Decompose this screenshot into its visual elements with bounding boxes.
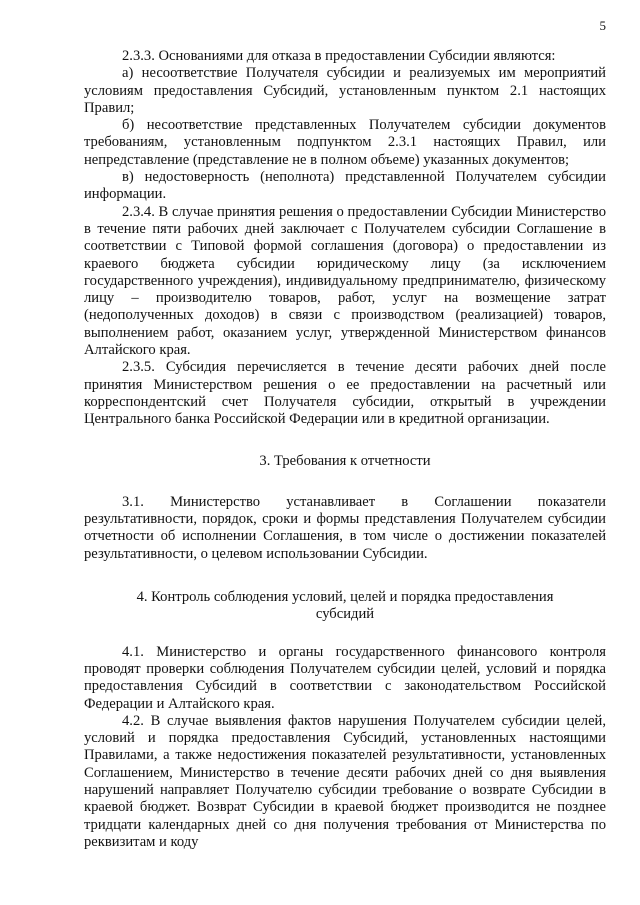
- paragraph-2-3-4: 2.3.4. В случае принятия решения о предоставлении Субсидии Министерство в течение пяти рабочих дней заключает с Получателем субсидии Соглашение в соответствии с Типовой формой соглашения (договора) о предоставлении из краевого бюджета субсидии юридическому лицу (за исключением государственного учреждения), индивидуальному предпринимателю, физическому лицу – производителю товаров, работ, услуг на возмещение затрат (недополученных доходов) в связи с производством (реализацией) товаров, выполнением работ, оказанием услуг, утвержденной Министерством финансов Алтайского края.: [84, 203, 606, 359]
- paragraph-2-3-3-c: в) недостоверность (неполнота) представленной Получателем субсидии информации.: [84, 169, 606, 203]
- page-number: 5: [599, 18, 606, 33]
- document-body: [84, 48, 606, 851]
- paragraph-2-3-5: 2.3.5. Субсидия перечисляется в течение десяти рабочих дней после принятия Министерством решения о ее предоставлении на расчетный или корреспондентский счет Получателя субсидии, открытый в учреждении Центрального банка Российской Федерации или в кредитной организации.: [84, 359, 606, 428]
- paragraph-4-2: 4.2. В случае выявления фактов нарушения Получателем субсидии целей, условий и порядка предоставления Субсидий, установленных настоящими Правилами, а также недостижения показателей результативности, установленных Соглашением, Министерство в течение десяти рабочих дней со дня выявления нарушений направляет Получателю субсидии требование о возврате Субсидии в краевой бюджет. Возврат Субсидии в краевой бюджет производится не позднее тридцати календарных дней со дня получения требования от Министерства по реквизитам и коду: [84, 712, 606, 850]
- section-4-heading-line-2: субсидий: [315, 606, 375, 623]
- paragraph-4-1: 4.1. Министерство и органы государственного финансового контроля проводят проверки соблюдения Получателем субсидии целей, условий и порядка предоставления Субсидий в соответствии с законодательством Российской Федерации и Алтайского края.: [84, 643, 606, 712]
- paragraph-2-3-3-b: б) несоответствие представленных Получателем субсидии документов требованиям, установленным подпунктом 2.3.1 настоящих Правил, или непредставление (представление не в полном объеме) указанных документов;: [84, 117, 606, 168]
- section-4-heading: [84, 589, 606, 624]
- section-3-heading: 3. Требования к отчетности: [259, 452, 431, 469]
- paragraph-2-3-3: 2.3.3. Основаниями для отказа в предоставлении Субсидии являются:: [122, 48, 556, 64]
- paragraph-2-3-3-a: а) несоответствие Получателя субсидии и реализуемых им мероприятий условиям предоставления Субсидий, установленным пунктом 2.1 настоящих Правил;: [84, 65, 606, 116]
- paragraph-3-1: 3.1. Министерство устанавливает в Соглашении показатели результативности, порядок, сроки и формы представления Получателем субсидии отчетности об исполнении Соглашения, в том числе о достижении показателей результативности, о целевом использовании Субсидии.: [84, 493, 606, 562]
- section-4-heading-line-1: 4. Контроль соблюдения условий, целей и порядка предоставления: [136, 589, 554, 606]
